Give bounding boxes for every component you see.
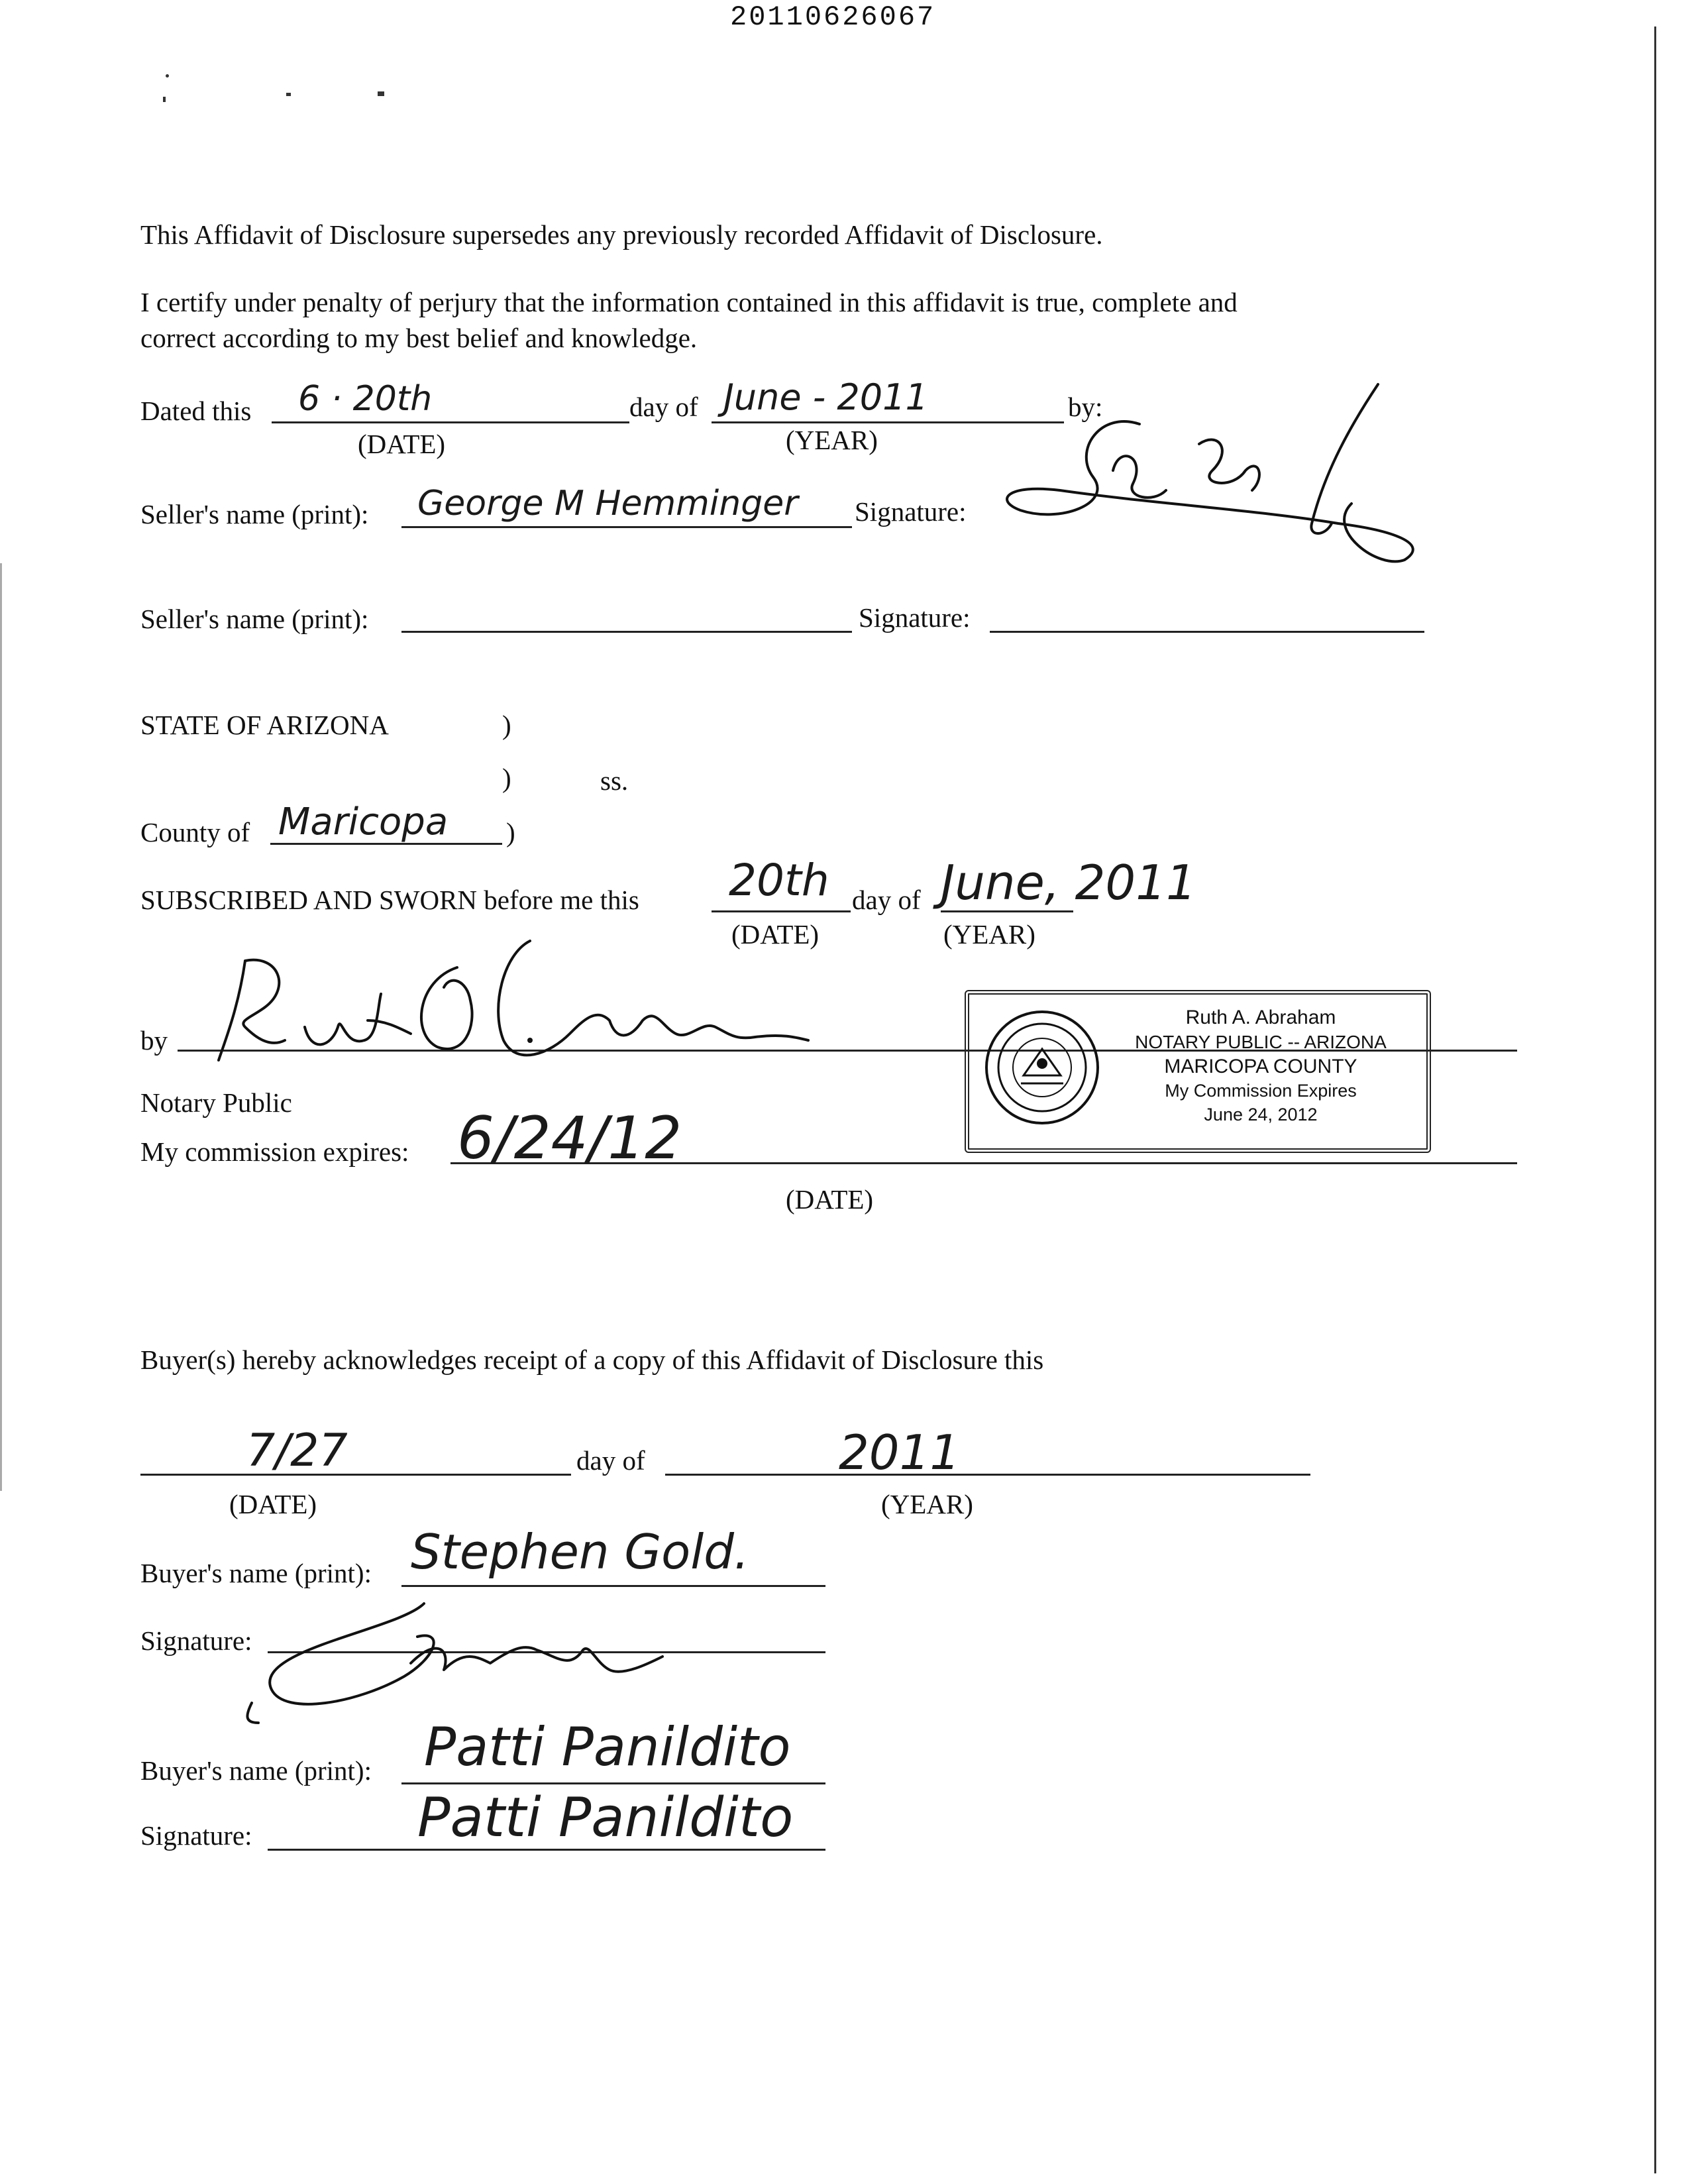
buyer-acknowledgment-text: Buyer(s) hereby acknowledges receipt of a copy of this Affidavit of Disclosure this <box>140 1344 1044 1375</box>
notary-signature-scribble <box>199 928 861 1087</box>
scan-edge-line <box>0 563 2 1491</box>
county-label: County of <box>140 817 250 847</box>
buyer1-name-value: Stephen Gold. <box>411 1524 749 1580</box>
dated-year-value: June - 2011 <box>723 376 928 418</box>
seller2-signature-line <box>990 631 1424 633</box>
buyer-year-line <box>665 1474 1310 1476</box>
commission-value: 6/24/12 <box>457 1104 682 1172</box>
notary-year-caption: (YEAR) <box>943 919 1035 950</box>
scan-edge-line <box>1654 27 1656 2173</box>
dated-by-label: by: <box>1068 392 1103 422</box>
county-value: Maricopa <box>278 800 449 844</box>
buyer1-signature-scribble <box>225 1590 689 1736</box>
buyer2-signature-value: Patti Panildito <box>417 1786 794 1849</box>
paren-1: ) <box>502 710 511 740</box>
ss-label: ss. <box>600 765 629 796</box>
buyer2-name-line <box>401 1782 825 1784</box>
dated-label: Dated this <box>140 396 252 426</box>
buyer-date-value: 7/27 <box>246 1425 348 1477</box>
arizona-state-seal-icon <box>984 1009 1100 1126</box>
buyer2-name-value: Patti Panildito <box>424 1716 791 1778</box>
paren-3: ) <box>506 817 515 847</box>
scan-speck <box>286 93 291 96</box>
scan-speck <box>166 74 169 78</box>
certify-statement-line1: I certify under penalty of perjury that the information contained in this affidavit is true, complete and <box>140 287 1238 317</box>
dated-date-line <box>272 421 629 423</box>
buyer-day-of-label: day of <box>576 1445 645 1476</box>
commission-date-caption: (DATE) <box>786 1184 874 1215</box>
notary-day-value: 20th <box>729 855 829 906</box>
seller1-name-label: Seller's name (print): <box>140 499 369 529</box>
stamp-expires-label: My Commission Expires <box>1165 1081 1357 1101</box>
supersedes-statement: This Affidavit of Disclosure supersedes any previously recorded Affidavit of Disclosure. <box>140 219 1103 250</box>
state-of-arizona: STATE OF ARIZONA <box>140 710 389 740</box>
buyer1-name-line <box>401 1585 825 1587</box>
paren-2: ) <box>502 763 511 793</box>
dated-date-caption: (DATE) <box>358 429 446 459</box>
buyer-year-caption: (YEAR) <box>881 1489 973 1519</box>
seller1-signature-label: Signature: <box>855 496 967 527</box>
notary-year-value: June, 2011 <box>941 855 1196 910</box>
certify-statement-line2: correct according to my best belief and knowledge. <box>140 323 698 353</box>
seller2-name-line <box>401 631 852 633</box>
subscribed-sworn-label: SUBSCRIBED AND SWORN before me this <box>140 885 639 915</box>
notary-day-of-label: day of <box>852 885 921 915</box>
notary-stamp <box>965 990 1431 1153</box>
notary-year-line <box>941 910 1073 912</box>
stamp-expires-date: June 24, 2012 <box>1204 1105 1318 1124</box>
buyer1-name-label: Buyer's name (print): <box>140 1558 372 1588</box>
dated-date-value: 6 · 20th <box>298 379 433 419</box>
buyer2-name-label: Buyer's name (print): <box>140 1755 372 1786</box>
notary-day-line <box>712 910 851 912</box>
stamp-county: MARICOPA COUNTY <box>1164 1056 1357 1077</box>
scan-speck <box>163 97 166 102</box>
stamp-notary-name: Ruth A. Abraham <box>1185 1007 1336 1028</box>
scan-speck <box>378 91 384 96</box>
notary-public-label: Notary Public <box>140 1087 292 1118</box>
buyer-date-line <box>140 1474 571 1476</box>
stamp-notary-title: NOTARY PUBLIC -- ARIZONA <box>1135 1032 1387 1052</box>
notary-by-label: by <box>140 1025 168 1056</box>
buyer-date-caption: (DATE) <box>229 1489 317 1519</box>
dated-year-caption: (YEAR) <box>786 425 878 455</box>
seller2-name-label: Seller's name (print): <box>140 604 369 634</box>
buyer-year-value: 2011 <box>839 1425 961 1480</box>
seller1-signature-scribble <box>980 371 1444 570</box>
dated-day-of-label: day of <box>629 392 698 422</box>
commission-expires-label: My commission expires: <box>140 1136 409 1167</box>
seller2-signature-label: Signature: <box>859 602 971 633</box>
buyer1-signature-label: Signature: <box>140 1625 252 1656</box>
seller1-name-line <box>401 526 852 528</box>
document-number: 20110626067 <box>730 1 936 33</box>
notary-date-caption: (DATE) <box>731 919 820 950</box>
seller1-name-value: George M Hemminger <box>417 484 798 523</box>
buyer2-signature-label: Signature: <box>140 1820 252 1851</box>
